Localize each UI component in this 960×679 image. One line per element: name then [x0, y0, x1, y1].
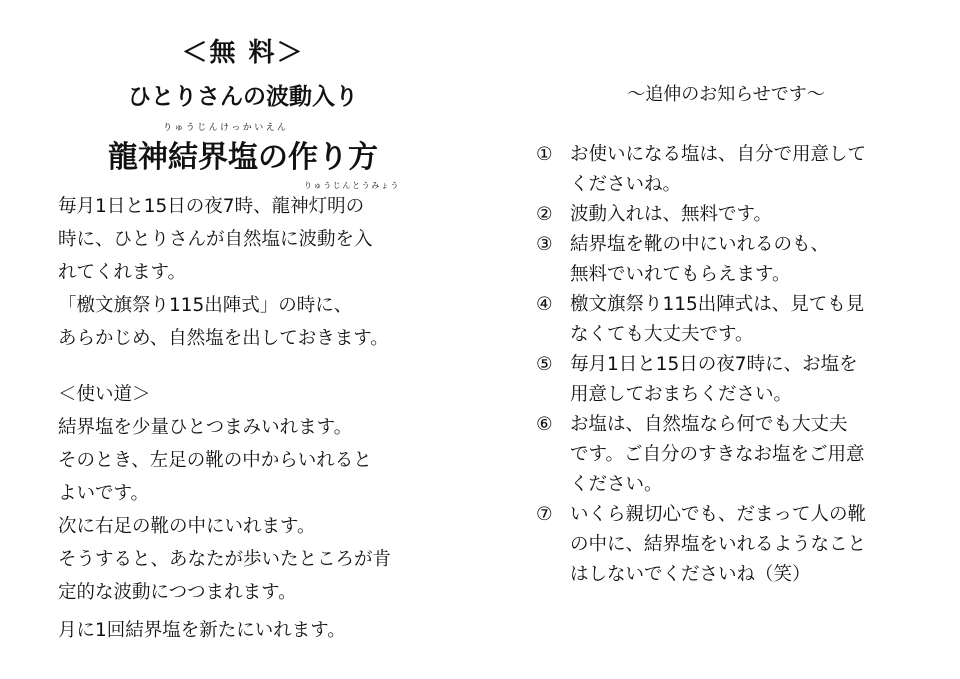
- notice-item: [536, 200, 916, 230]
- intro-paragraph: [58, 190, 438, 355]
- notice-number: ④: [536, 294, 553, 315]
- text-line: の中に、結界塩をいれるようなこと: [570, 534, 867, 555]
- text-line: 毎月1日と15日の夜7時、龍神灯明の: [58, 196, 365, 217]
- notice-list: [536, 140, 916, 590]
- text-line: 「檄文旗祭り115出陣式」の時に、: [58, 295, 353, 316]
- notice-text: [570, 500, 916, 590]
- notice-item: [536, 500, 916, 590]
- notice-title: ～追伸のお知らせです～: [627, 84, 825, 105]
- usage-heading: ＜使い道＞: [58, 384, 151, 405]
- text-line: 結界塩を少量ひとつまみいれます。: [58, 417, 353, 438]
- notice-text: [570, 350, 916, 410]
- main-title-ruby: りゅうじんけっかいえん: [163, 123, 289, 133]
- text-line: 時に、ひとりさんが自然塩に波動を入: [58, 229, 373, 250]
- notice-number: ②: [536, 204, 553, 225]
- main-title: 龍神結界塩の作り方: [108, 140, 378, 175]
- notice-number: ⑥: [536, 414, 553, 435]
- subtitle: ひとりさんの波動入り: [128, 84, 358, 110]
- text-line: です。ご自分のすきなお塩をご用意: [570, 444, 865, 465]
- text-line: 次に右足の靴の中にいれます。: [58, 516, 316, 537]
- free-title: ＜無 料＞: [181, 38, 305, 68]
- notice-text: [570, 410, 916, 500]
- usage-section: [58, 378, 438, 609]
- text-line: よいです。: [58, 483, 150, 504]
- notice-item: [536, 290, 916, 350]
- text-line: 檄文旗祭り115出陣式は、見ても見: [570, 294, 865, 315]
- notice-number: ⑦: [536, 504, 553, 525]
- notice-text: [570, 290, 916, 350]
- text-line: 結界塩を靴の中にいれるのも、: [570, 234, 830, 255]
- text-line: あらかじめ、自然塩を出しておきます。: [58, 328, 389, 349]
- notice-item: [536, 140, 916, 200]
- text-line: そうすると、あなたが歩いたところが肯: [58, 549, 392, 570]
- notice-text: [570, 140, 916, 200]
- text-line: お使いになる塩は、自分で用意して: [570, 144, 867, 165]
- notice-item: [536, 350, 916, 410]
- text-line: いくら親切心でも、だまって人の靴: [570, 504, 867, 525]
- text-line: お塩は、自然塩なら何でも大丈夫: [570, 414, 848, 435]
- text-line: 定的な波動につつまれます。: [58, 582, 297, 603]
- text-line: はしないでくださいね（笑）: [570, 564, 811, 585]
- notice-text: [570, 200, 916, 230]
- text-line: 用意しておまちください。: [570, 384, 793, 405]
- text-line: れてくれます。: [58, 262, 187, 283]
- text-line: 波動入れは、無料です。: [570, 204, 773, 225]
- text-line: ください。: [570, 474, 663, 495]
- text-line: なくても大丈夫です。: [570, 324, 754, 345]
- text-line: 毎月1日と15日の夜7時に、お塩を: [570, 354, 858, 375]
- notice-text: [570, 230, 916, 290]
- notice-number: ③: [536, 234, 553, 255]
- notice-number: ⑤: [536, 354, 553, 375]
- notice-number: ①: [536, 144, 553, 165]
- text-line: そのとき、左足の靴の中からいれると: [58, 450, 372, 471]
- notice-item: [536, 230, 916, 290]
- text-line: くださいね。: [570, 174, 682, 195]
- text-line: 無料でいれてもらえます。: [570, 264, 791, 285]
- notice-item: [536, 410, 916, 500]
- para1-ruby: りゅうじんとうみょう: [304, 181, 400, 190]
- monthly-note: 月に1回結界塩を新たにいれます。: [58, 620, 346, 641]
